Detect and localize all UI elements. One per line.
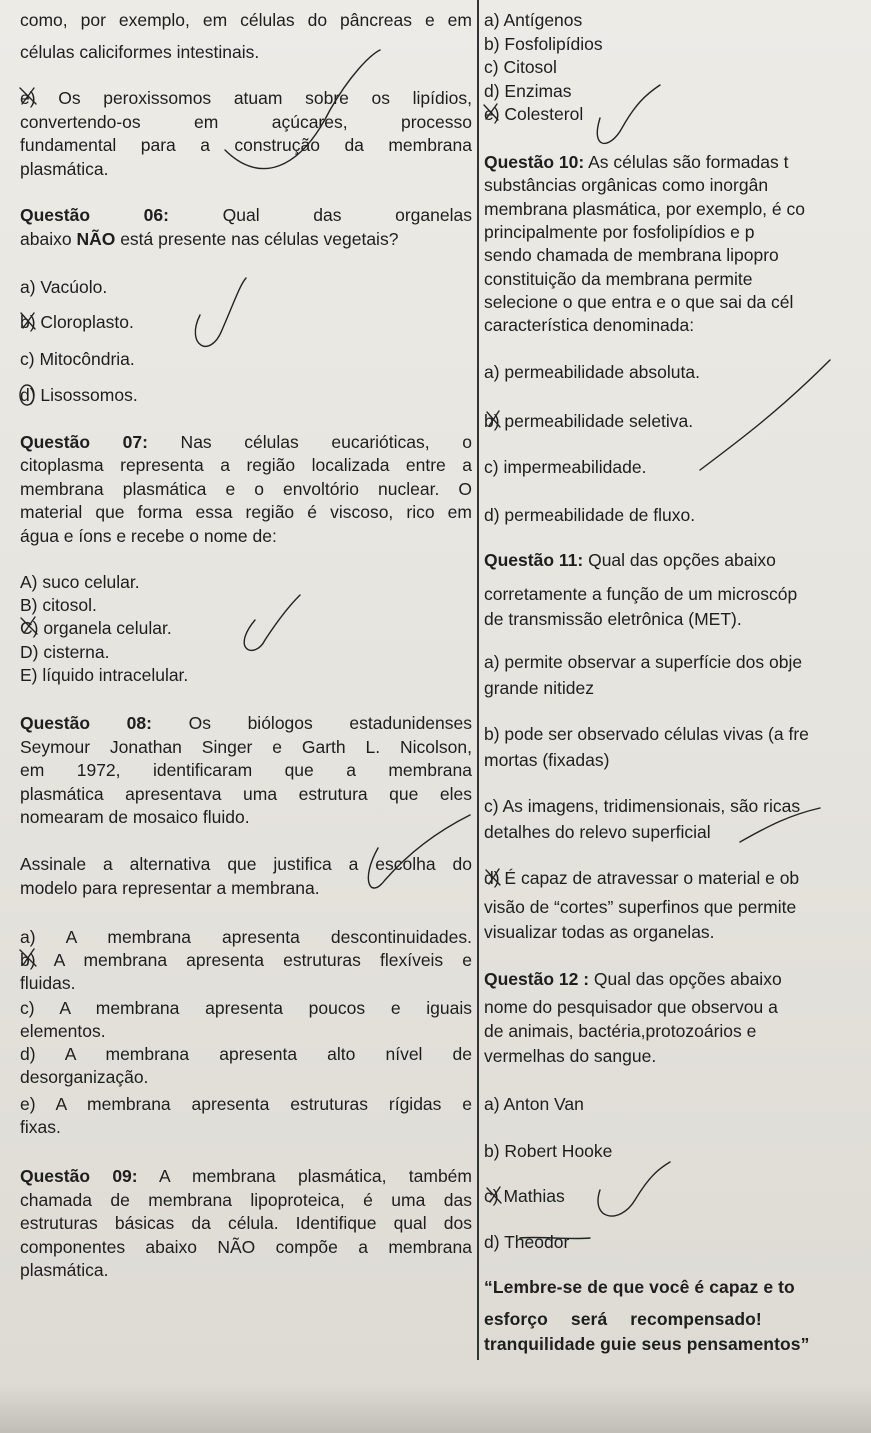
q10-option: c) impermeabilidade. — [484, 457, 647, 477]
q5-option-e-line: fundamental para a construção da membrana — [20, 135, 472, 155]
q8-stem-line: Seymour Jonathan Singer e Garth L. Nicolson, — [20, 737, 472, 757]
question-number: Questão 12 : — [484, 969, 590, 989]
pen-stroke — [598, 1162, 670, 1216]
q11-stem-line: de transmissão eletrônica (MET). — [484, 609, 742, 629]
q6-option: d) Lisossomos. — [20, 385, 138, 405]
question-number: Questão 10: — [484, 152, 585, 172]
pen-stroke — [244, 595, 300, 650]
q5-tail-line: células caliciformes intestinais. — [20, 42, 260, 62]
q11-option: c) As imagens, tridimensionais, são ricas — [484, 796, 801, 816]
q8-option: d) A membrana apresenta alto nível de — [20, 1044, 472, 1064]
question-number: Questão 11: — [484, 550, 584, 570]
q7-option: B) citosol. — [20, 595, 97, 615]
q11-option: b) pode ser observado células vivas (a fre — [484, 724, 809, 744]
q7-stem-line: água e íons e recebe o nome de: — [20, 526, 277, 546]
q5-option-e-line: plasmática. — [20, 159, 109, 179]
q7-stem-line: membrana plasmática e o envoltório nuclear. O — [20, 479, 472, 499]
q11-stem-line: corretamente a função de um microscóp — [484, 584, 798, 604]
q10-stem-line: principalmente por fosfolipídios e p — [484, 222, 755, 242]
question-number: Questão 09: — [20, 1166, 138, 1186]
q9-option: c) Citosol — [484, 57, 557, 77]
q10-option: d) permeabilidade de fluxo. — [484, 505, 696, 525]
q10-stem-line: selecione o que entra e o que sai da cél — [484, 292, 794, 312]
q11-option: grande nitidez — [484, 678, 594, 698]
q8-option: fixas. — [20, 1117, 61, 1137]
page-bottom-edge — [0, 1385, 871, 1433]
q7-option: A) suco celular. — [20, 572, 140, 592]
q9-option: e) Colesterol — [484, 104, 584, 124]
q8-prompt-line: modelo para representar a membrana. — [20, 878, 320, 898]
pen-stroke — [597, 85, 660, 143]
q12-option: c) Mathias — [484, 1186, 565, 1206]
q9-stem-line: componentes abaixo NÃO compõe a membrana — [20, 1237, 472, 1257]
q5-tail-line: como, por exemplo, em células do pâncreas e em — [20, 10, 472, 30]
q10-option: b) permeabilidade seletiva. — [484, 411, 694, 431]
pen-stroke — [195, 278, 246, 346]
q7-stem-line: citoplasma representa a região localizada entre a — [20, 455, 472, 475]
q6-option: c) Mitocôndria. — [20, 349, 135, 369]
closing-quote-line: “Lembre-se de que você é capaz e to — [484, 1277, 795, 1297]
q10-stem-line: sendo chamada de membrana lipopro — [484, 245, 779, 265]
q9-stem-line: estruturas básicas da célula. Identifique qual dos — [20, 1213, 472, 1233]
pen-stroke — [368, 815, 470, 888]
q8-stem-line: Questão 08: Os biólogos estadunidenses — [20, 713, 472, 733]
q6-stem-line: Questão 06: Qual das organelas — [20, 205, 472, 225]
q8-prompt-line: Assinale a alternativa que justifica a escolha do — [20, 854, 472, 874]
q8-option: c) A membrana apresenta poucos e iguais — [20, 998, 472, 1018]
q5-option-e-line: e) Os peroxissomos atuam sobre os lipídios, — [20, 88, 472, 108]
q9-stem-line: plasmática. — [20, 1260, 109, 1280]
q8-stem-line: em 1972, identificaram que a membrana — [20, 760, 472, 780]
q8-option: e) A membrana apresenta estruturas rígidas e — [20, 1094, 472, 1114]
q11-option: d) É capaz de atravessar o material e ob — [484, 868, 800, 888]
q12-stem-line: Questão 12 : Qual das opções abaixo — [484, 969, 782, 989]
q10-stem-line: constituição da membrana permite — [484, 269, 753, 289]
q9-option: b) Fosfolipídios — [484, 34, 603, 54]
emphasis-not: NÃO — [76, 229, 116, 249]
q10-option: a) permeabilidade absoluta. — [484, 362, 700, 382]
question-number: Questão 08: — [20, 713, 152, 733]
closing-quote-line: tranquilidade guie seus pensamentos” — [484, 1334, 810, 1354]
q8-option: a) A membrana apresenta descontinuidades. — [20, 927, 472, 947]
q11-stem-line: Questão 11: Qual das opções abaixo — [484, 550, 776, 570]
q9-stem-line: Questão 09: A membrana plasmática, também — [20, 1166, 472, 1186]
q5-option-e-line: convertendo-os em açúcares, processo — [20, 112, 472, 132]
q7-option: E) líquido intracelular. — [20, 665, 189, 685]
q9-option: d) Enzimas — [484, 81, 572, 101]
q6-option: b) Cloroplasto. — [20, 312, 134, 332]
column-divider — [477, 0, 479, 1360]
q7-stem-line: material que forma essa região é viscoso, rico em — [20, 502, 472, 522]
q8-option: desorganização. — [20, 1067, 149, 1087]
q12-stem-line: de animais, bactéria,protozoários e — [484, 1021, 757, 1041]
q11-option: mortas (fixadas) — [484, 750, 610, 770]
q12-option: d) Theodor — [484, 1232, 570, 1252]
q11-option: a) permite observar a superfície dos obje — [484, 652, 803, 672]
q11-option: detalhes do relevo superficial — [484, 822, 711, 842]
q7-option: C) organela celular. — [20, 618, 172, 638]
q10-stem-line: característica denominada: — [484, 315, 695, 335]
q8-option: b) A membrana apresenta estruturas flexíveis e — [20, 950, 472, 970]
q11-option: visão de “cortes” superfinos que permite — [484, 897, 797, 917]
q12-option: b) Robert Hooke — [484, 1141, 613, 1161]
q6-stem-line: abaixo NÃO está presente nas células vegetais? — [20, 229, 399, 249]
pen-stroke — [700, 360, 830, 470]
q9-option: a) Antígenos — [484, 10, 583, 30]
question-number: Questão 07: — [20, 432, 148, 452]
q7-option: D) cisterna. — [20, 642, 110, 662]
q10-stem-line: substâncias orgânicas como inorgân — [484, 175, 769, 195]
q9-stem-line: chamada de membrana lipoproteica, é uma das — [20, 1190, 472, 1210]
q10-stem-line: membrana plasmática, por exemplo, é co — [484, 199, 805, 219]
q12-stem-line: nome do pesquisador que observou a — [484, 997, 778, 1017]
q10-stem-line: Questão 10: As células são formadas t — [484, 152, 789, 172]
q8-stem-line: plasmática apresentava uma estrutura que eles — [20, 784, 472, 804]
q6-option: a) Vacúolo. — [20, 277, 108, 297]
question-number: Questão 06: — [20, 205, 169, 225]
q11-option: visualizar todas as organelas. — [484, 922, 715, 942]
q7-stem-line: Questão 07: Nas células eucarióticas, o — [20, 432, 472, 452]
q8-stem-line: nomearam de mosaico fluido. — [20, 807, 250, 827]
q8-option: elementos. — [20, 1021, 106, 1041]
q8-option: fluidas. — [20, 973, 76, 993]
q12-stem-line: vermelhas do sangue. — [484, 1046, 657, 1066]
closing-quote-line: esforço será recompensado! — [484, 1309, 762, 1329]
q12-option: a) Anton Van — [484, 1094, 584, 1114]
